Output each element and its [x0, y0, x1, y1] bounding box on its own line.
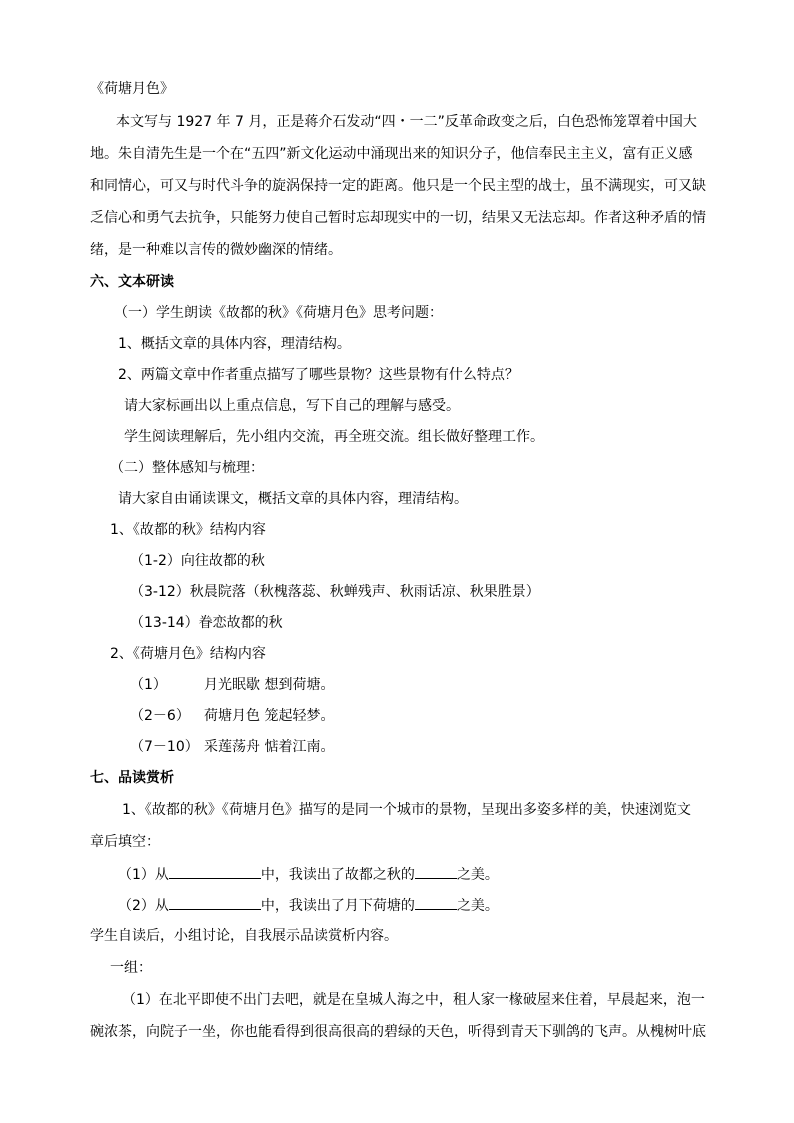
appreciation-prompt-line-1: 1、《故都的秋》《荷塘月色》描写的是同一个城市的景物，呈现出多姿多样的美，快速浏览文 — [122, 802, 691, 818]
intro-line-1: 本文写与 1927 年 7 月，正是蒋介石发动“四・一二”反革命政变之后，白色恐怖笼罩着中国大 — [116, 114, 697, 130]
fill-1-prefix: （1）从 — [118, 867, 169, 883]
intro-line-2: 地。朱自清先生是一个在“五四”新文化运动中涌现出来的知识分子，他信奉民主主义，富有正义感 — [90, 146, 693, 162]
task-3: 请大家自由诵读课文，概括文章的具体内容，理清结构。 — [118, 491, 468, 507]
structure-1-title: 1、《故都的秋》结构内容 — [110, 522, 266, 538]
intro-line-5: 绪，是一种难以言传的微妙幽深的情绪。 — [90, 242, 342, 258]
structure-1-item: （13-14）眷恋故都的秋 — [130, 615, 283, 631]
fill-2-prefix: （2）从 — [118, 898, 169, 914]
section6-heading: 六、文本研读 — [90, 274, 174, 290]
fill-2-blank-b[interactable] — [415, 895, 457, 910]
fill-1-middle: 中，我读出了故都之秋的 — [260, 867, 415, 883]
question-1: 1、概括文章的具体内容，理清结构。 — [118, 336, 351, 352]
fill-1-blank-b[interactable] — [415, 864, 457, 879]
structure-2-text: 荷塘月色 笼起轻梦。 — [204, 708, 335, 724]
quote-line-2: 碗浓茶，向院子一坐，你也能看得到很高很高的碧绿的天色，听得到青天下驯鸽的飞声。从槐树叶底 — [90, 1024, 706, 1040]
structure-1-item: （1-2）向往故都的秋 — [130, 553, 265, 569]
structure-1-item: （3-12）秋晨院落（秋槐落蕊、秋蝉残声、秋雨话凉、秋果胜景） — [130, 584, 540, 600]
structure-2-num: （1） — [130, 677, 167, 693]
fill-blank-1 — [118, 864, 499, 885]
after-reading-note: 学生自读后，小组讨论，自我展示品读赏析内容。 — [90, 928, 398, 944]
fill-1-suffix: 之美。 — [456, 867, 499, 883]
structure-2-text: 采莲荡舟 惦着江南。 — [204, 739, 335, 755]
section6-sub1: （一）学生朗读《故都的秋》《荷塘月色》思考问题： — [114, 305, 443, 321]
section6-sub2: （二）整体感知与梳理： — [110, 460, 264, 476]
appreciation-prompt-line-2: 章后填空： — [90, 834, 160, 850]
intro-line-3: 和同情心，可又与时代斗争的旋涡保持一定的距离。他只是一个民主型的战士，虽不满现实，可又缺 — [90, 178, 706, 194]
doc-title: 《荷塘月色》 — [90, 81, 174, 97]
structure-2-title: 2、《荷塘月色》结构内容 — [110, 646, 266, 662]
fill-2-suffix: 之美。 — [456, 898, 499, 914]
group-label: 一组： — [110, 960, 152, 976]
structure-2-num: （7－10） — [130, 739, 199, 755]
task-2: 学生阅读理解后，先小组内交流，再全班交流。组长做好整理工作。 — [124, 429, 544, 445]
structure-2-num: （2－6） — [130, 708, 190, 724]
task-1: 请大家标画出以上重点信息，写下自己的理解与感受。 — [124, 398, 460, 414]
fill-1-blank-a[interactable] — [169, 864, 261, 879]
fill-2-blank-a[interactable] — [169, 895, 261, 910]
intro-line-4: 乏信心和勇气去抗争，只能努力使自己暂时忘却现实中的一切，结果又无法忘却。作者这种矛盾的情 — [90, 210, 706, 226]
structure-2-text: 月光眠歇 想到荷塘。 — [204, 677, 335, 693]
fill-2-middle: 中，我读出了月下荷塘的 — [260, 898, 415, 914]
quote-line-1: （1）在北平即使不出门去吧，就是在皇城人海之中，租人家一椽破屋来住着，早晨起来，泡一 — [122, 992, 705, 1008]
question-2: 2、两篇文章中作者重点描写了哪些景物？这些景物有什么特点？ — [118, 367, 519, 383]
section7-heading: 七、品读赏析 — [90, 770, 174, 786]
fill-blank-2 — [118, 895, 499, 916]
